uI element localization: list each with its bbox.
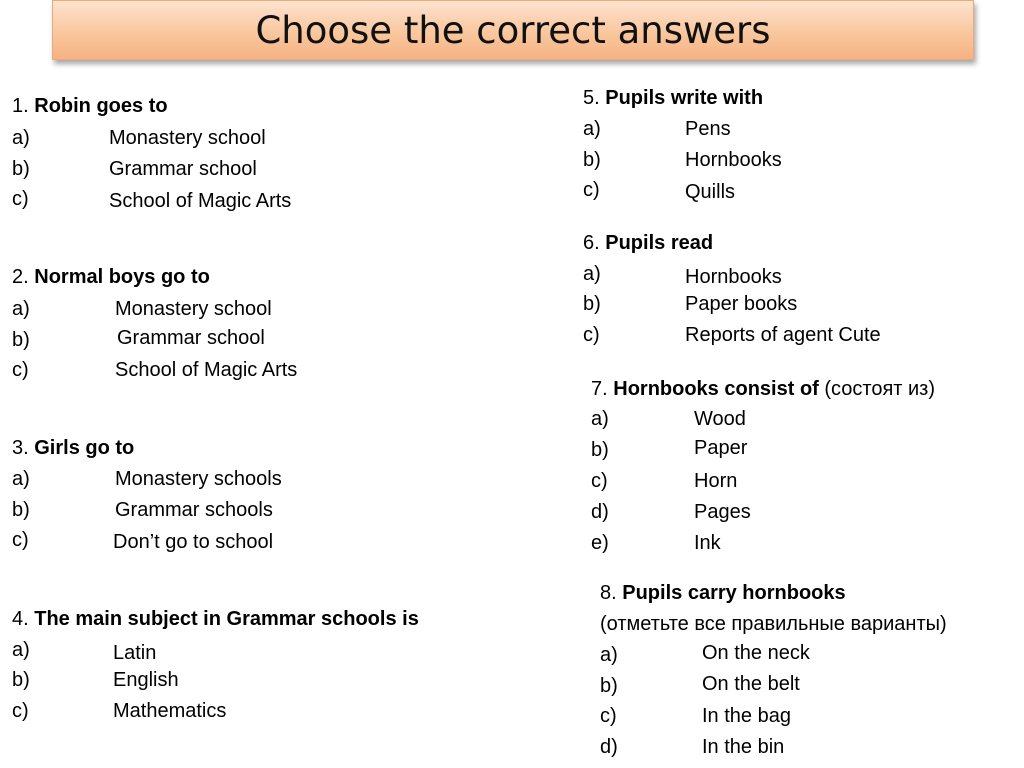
option-letter: a) — [600, 644, 618, 666]
option-text[interactable]: English — [113, 669, 179, 691]
question-5 — [583, 86, 763, 110]
option-letter: c) — [583, 324, 600, 346]
option-text[interactable]: Monastery schools — [115, 468, 282, 490]
question-number: 2. — [12, 266, 29, 288]
option-letter: c) — [583, 179, 600, 201]
question-text: Pupils carry hornbooks — [622, 582, 846, 604]
question-note: (состоят из) — [824, 378, 936, 400]
option-letter: d) — [600, 736, 618, 758]
question-text: Normal boys go to — [34, 266, 210, 288]
question-number: 1. — [12, 95, 29, 117]
option-text[interactable]: Horn — [694, 470, 738, 492]
question-text: Girls go to — [34, 437, 135, 459]
option-text[interactable]: Monastery school — [109, 127, 266, 149]
option-text[interactable]: Latin — [113, 642, 157, 664]
question-text: Pupils write with — [605, 87, 764, 109]
option-letter: a) — [12, 298, 30, 320]
option-text[interactable]: Paper — [694, 437, 748, 459]
option-text[interactable]: Hornbooks — [685, 266, 782, 288]
option-text[interactable]: Grammar school — [117, 327, 265, 349]
option-letter: b) — [12, 329, 30, 351]
option-text[interactable]: Hornbooks — [685, 149, 782, 171]
option-letter: a) — [12, 468, 30, 490]
question-number: 3. — [12, 437, 29, 459]
option-letter: a) — [583, 118, 601, 140]
option-letter: a) — [583, 263, 601, 285]
option-text[interactable]: In the bag — [702, 705, 791, 727]
option-text[interactable]: School of Magic Arts — [115, 359, 298, 381]
question-text: Hornbooks consist of — [613, 378, 819, 400]
title-banner — [52, 0, 974, 60]
option-text[interactable]: Don’t go to school — [113, 531, 274, 553]
option-letter: c) — [12, 700, 29, 722]
option-letter: a) — [12, 639, 30, 661]
question-number: 6. — [583, 232, 600, 254]
option-text[interactable]: Wood — [694, 408, 746, 430]
option-text[interactable]: Mathematics — [113, 700, 227, 722]
option-letter: b) — [12, 499, 30, 521]
option-text[interactable]: On the neck — [702, 642, 810, 664]
option-letter: b) — [12, 669, 30, 691]
option-text[interactable]: In the bin — [702, 736, 785, 758]
option-letter: c) — [600, 705, 617, 727]
option-letter: b) — [591, 439, 609, 461]
option-text[interactable]: School of Magic Arts — [109, 190, 292, 212]
question-8-note — [600, 612, 947, 636]
question-note: (отметьте все правильные варианты) — [600, 613, 947, 635]
option-letter: c) — [591, 470, 608, 492]
question-7 — [591, 377, 935, 401]
question-1 — [12, 94, 168, 118]
option-letter: b) — [583, 149, 601, 171]
option-text[interactable]: Reports of agent Cute — [685, 324, 881, 346]
option-letter: c) — [12, 529, 29, 551]
question-number: 7. — [591, 378, 608, 400]
option-text[interactable]: Paper books — [685, 293, 798, 315]
option-letter: d) — [591, 501, 609, 523]
option-letter: b) — [583, 293, 601, 315]
option-text[interactable]: Pens — [685, 118, 731, 140]
question-number: 4. — [12, 608, 29, 630]
option-text[interactable]: On the belt — [702, 673, 800, 695]
option-letter: b) — [600, 675, 618, 697]
question-text: Robin goes to — [34, 95, 168, 117]
question-text: Pupils read — [605, 232, 714, 254]
question-4 — [12, 607, 419, 631]
option-letter: c) — [12, 188, 29, 210]
option-text[interactable]: Monastery school — [115, 298, 272, 320]
option-letter: c) — [12, 359, 29, 381]
question-2 — [12, 265, 210, 289]
option-letter: a) — [591, 408, 609, 430]
question-6 — [583, 231, 713, 255]
option-text[interactable]: Pages — [694, 501, 751, 523]
option-letter: e) — [591, 532, 609, 554]
question-8 — [600, 581, 846, 605]
option-text[interactable]: Grammar school — [109, 158, 257, 180]
option-text[interactable]: Ink — [694, 532, 721, 554]
option-letter: a) — [12, 127, 30, 149]
question-number: 5. — [583, 87, 600, 109]
option-text[interactable]: Grammar schools — [115, 499, 273, 521]
option-letter: b) — [12, 158, 30, 180]
page-title: Choose the correct answers — [255, 8, 771, 52]
question-3 — [12, 436, 134, 460]
question-text: The main subject in Grammar schools is — [34, 608, 419, 630]
option-text[interactable]: Quills — [685, 181, 736, 203]
question-number: 8. — [600, 582, 617, 604]
